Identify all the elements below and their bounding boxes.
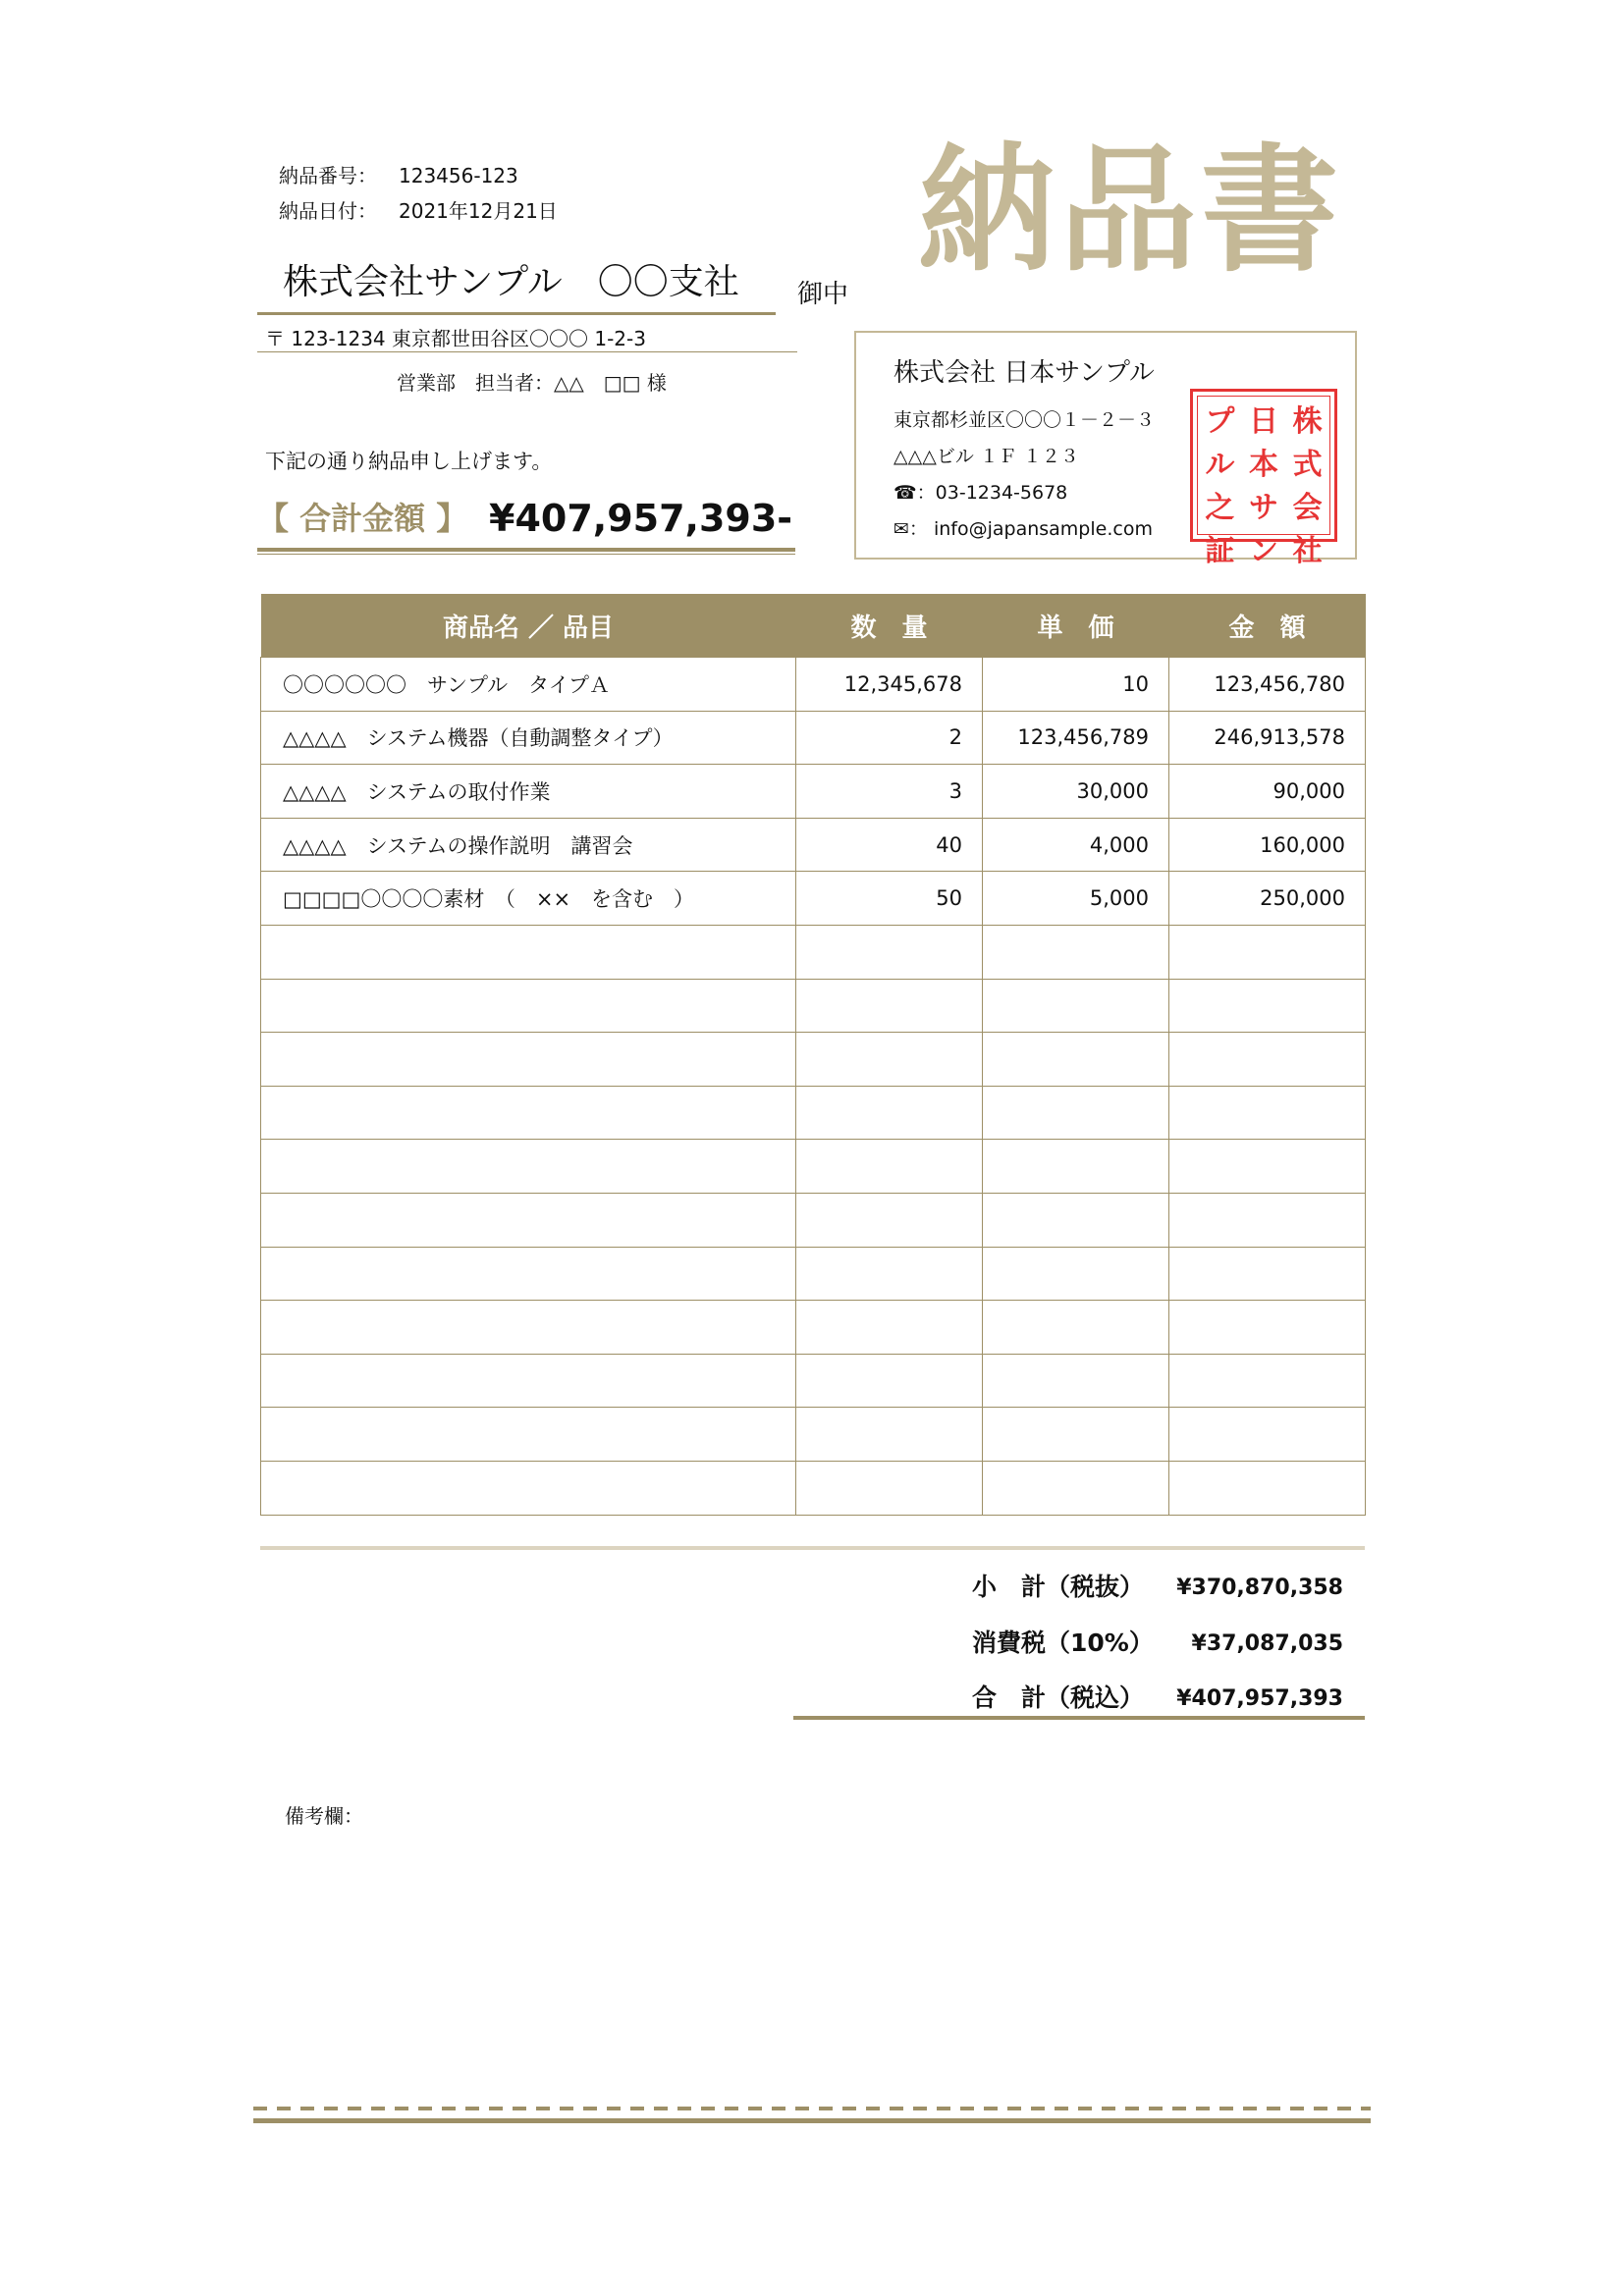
quantity-cell [796, 1140, 983, 1194]
delivery-date [279, 194, 558, 228]
table-row [261, 658, 1366, 712]
document-title: 納品書 [918, 131, 1343, 292]
amount-cell [1169, 979, 1366, 1033]
item-name-cell: 〇〇〇〇〇〇 サンプル タイプＡ [261, 658, 796, 712]
remarks-label: 備考欄： [285, 1804, 363, 1828]
table-header-row [261, 594, 1366, 658]
quantity-cell [796, 1461, 983, 1515]
header-unit-price: 単 価 [983, 594, 1169, 658]
client-person: 営業部 担当者：△△ □□ 様 [397, 371, 667, 395]
quantity-cell [796, 1301, 983, 1355]
seal-char: 之 [1205, 491, 1235, 525]
delivery-number [279, 159, 518, 192]
seal-char: ン [1249, 534, 1278, 568]
client-suffix: 御中 [797, 280, 849, 309]
unit-price-cell [983, 1033, 1169, 1087]
unit-price-cell [983, 1408, 1169, 1462]
table-row [261, 872, 1366, 926]
issuer-email: ✉： info@japansample.com [893, 518, 1153, 540]
quantity-cell: 12,345,678 [796, 658, 983, 712]
unit-price-cell [983, 925, 1169, 979]
amount-cell [1169, 1140, 1366, 1194]
header-quantity: 数 量 [796, 594, 983, 658]
delivery-date-value: 2021年12月21日 [399, 199, 558, 223]
quantity-cell [796, 1033, 983, 1087]
delivery-date-label: 納品日付： [279, 199, 377, 223]
item-name-cell [261, 1086, 796, 1140]
item-name-cell [261, 1301, 796, 1355]
unit-price-cell [983, 1193, 1169, 1247]
item-name-cell [261, 1408, 796, 1462]
total-amount-label: 【 合計金額 】 [257, 500, 468, 537]
quantity-cell: 50 [796, 872, 983, 926]
items-table [260, 594, 1366, 1516]
unit-price-cell [983, 1301, 1169, 1355]
subtotal-value: ¥370,870,358 [1176, 1575, 1343, 1600]
grand-total-value: ¥407,957,393 [1176, 1686, 1343, 1711]
quantity-cell [796, 925, 983, 979]
address-underline [257, 351, 797, 352]
amount-cell [1169, 1354, 1366, 1408]
unit-price-cell [983, 979, 1169, 1033]
item-name-cell: △△△△ システム機器（自動調整タイプ） [261, 711, 796, 765]
header-item-name: 商品名 ／ 品目 [261, 594, 796, 658]
unit-price-cell: 5,000 [983, 872, 1169, 926]
seal-char: 株 [1292, 404, 1323, 439]
unit-price-cell [983, 1086, 1169, 1140]
seal-char: 本 [1249, 448, 1278, 482]
table-row [261, 818, 1366, 872]
item-name-cell: △△△△ システムの操作説明 講習会 [261, 818, 796, 872]
tax-value: ¥37,087,035 [1191, 1631, 1343, 1656]
quantity-cell [796, 1354, 983, 1408]
table-bottom-shadow [260, 1546, 1365, 1550]
seal-char: 会 [1292, 491, 1323, 525]
item-name-cell [261, 979, 796, 1033]
item-name-cell [261, 1354, 796, 1408]
table-row [261, 979, 1366, 1033]
quantity-cell [796, 1408, 983, 1462]
amount-cell: 90,000 [1169, 765, 1366, 819]
item-name-cell: △△△△ システムの取付作業 [261, 765, 796, 819]
quantity-cell: 40 [796, 818, 983, 872]
table-row [261, 765, 1366, 819]
item-name-cell [261, 1033, 796, 1087]
amount-cell [1169, 1086, 1366, 1140]
seal-char: 社 [1292, 534, 1323, 568]
table-row [261, 711, 1366, 765]
table-row [261, 1247, 1366, 1301]
item-name-cell: □□□□〇〇〇〇素材 （ ×× を含む ） [261, 872, 796, 926]
amount-cell [1169, 1408, 1366, 1462]
unit-price-cell: 30,000 [983, 765, 1169, 819]
seal-char: 証 [1205, 534, 1235, 568]
table-row [261, 1461, 1366, 1515]
unit-price-cell [983, 1461, 1169, 1515]
total-amount-value: ¥407,957,393- [489, 497, 793, 540]
seal-char: ル [1205, 448, 1235, 482]
quantity-cell: 3 [796, 765, 983, 819]
amount-cell: 250,000 [1169, 872, 1366, 926]
amount-cell [1169, 1193, 1366, 1247]
table-row [261, 1408, 1366, 1462]
items-body [261, 658, 1366, 1516]
unit-price-cell [983, 1140, 1169, 1194]
item-name-cell [261, 1140, 796, 1194]
item-name-cell [261, 1461, 796, 1515]
client-address: 〒 123-1234 東京都世田谷区〇〇〇 1-2-3 [265, 327, 646, 350]
total-underline [257, 548, 795, 552]
client-underline [257, 312, 776, 315]
amount-cell: 160,000 [1169, 818, 1366, 872]
issuer-name: 株式会社 日本サンプル [893, 358, 1155, 388]
amount-cell [1169, 1301, 1366, 1355]
amount-cell: 123,456,780 [1169, 658, 1366, 712]
unit-price-cell: 4,000 [983, 818, 1169, 872]
tax-label: 消費税（10%） [972, 1629, 1154, 1657]
seal-char: 日 [1249, 404, 1278, 439]
quantity-cell [796, 1193, 983, 1247]
table-row [261, 1354, 1366, 1408]
quantity-cell [796, 979, 983, 1033]
amount-cell [1169, 1247, 1366, 1301]
subtotal-label: 小 計（税抜） [972, 1573, 1145, 1601]
unit-price-cell: 10 [983, 658, 1169, 712]
item-name-cell [261, 1193, 796, 1247]
company-seal-stamp [1190, 389, 1337, 568]
quantity-cell [796, 1086, 983, 1140]
delivery-number-label: 納品番号： [279, 164, 377, 187]
delivery-number-value: 123456-123 [399, 164, 518, 187]
issuer-address-line1: 東京都杉並区〇〇〇１－２－３ [893, 409, 1156, 431]
footer-solid-rule [253, 2118, 1371, 2123]
unit-price-cell: 123,456,789 [983, 711, 1169, 765]
intro-text: 下記の通り納品申し上げます。 [265, 450, 553, 473]
amount-cell [1169, 1461, 1366, 1515]
seal-char: 式 [1292, 448, 1323, 482]
footer-dashed-rule [253, 2107, 1371, 2110]
item-name-cell [261, 1247, 796, 1301]
unit-price-cell [983, 1247, 1169, 1301]
seal-grid [1197, 396, 1330, 568]
grand-total-label: 合 計（税込） [972, 1683, 1145, 1712]
header-amount: 金 額 [1169, 594, 1366, 658]
quantity-cell [796, 1247, 983, 1301]
item-name-cell [261, 925, 796, 979]
seal-char: プ [1205, 404, 1235, 439]
table-row [261, 1033, 1366, 1087]
client-name: 株式会社サンプル 〇〇支社 [283, 262, 739, 302]
amount-cell: 246,913,578 [1169, 711, 1366, 765]
unit-price-cell [983, 1354, 1169, 1408]
table-row [261, 1086, 1366, 1140]
quantity-cell: 2 [796, 711, 983, 765]
table-row [261, 1193, 1366, 1247]
amount-cell [1169, 1033, 1366, 1087]
table-row [261, 1140, 1366, 1194]
total-underline-thin [257, 554, 795, 555]
table-row [261, 1301, 1366, 1355]
seal-char: サ [1249, 491, 1278, 525]
issuer-address-line2: △△△ビル １Ｆ １２３ [893, 446, 1079, 467]
amount-cell [1169, 925, 1366, 979]
issuer-phone: ☎：03-1234-5678 [893, 482, 1068, 504]
summary-underline [793, 1716, 1365, 1720]
table-row [261, 925, 1366, 979]
